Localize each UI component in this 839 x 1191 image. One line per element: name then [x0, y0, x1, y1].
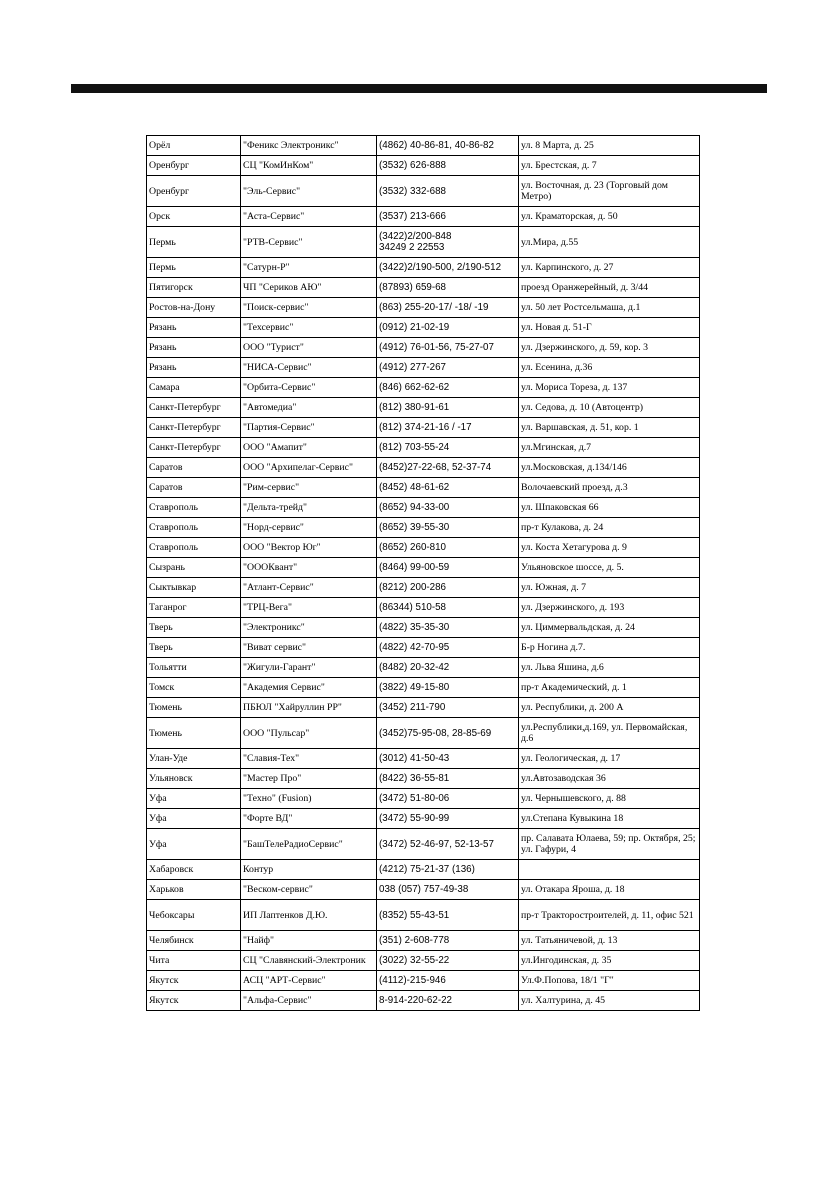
phone-cell: (8352) 55-43-51: [377, 900, 519, 931]
city-cell: Ставрополь: [147, 498, 241, 518]
table-row: [147, 378, 700, 398]
city-cell: Ростов-на-Дону: [147, 298, 241, 318]
company-cell: "Веском-сервис": [241, 880, 377, 900]
table-row: [147, 136, 700, 156]
city-cell: Сыктывкар: [147, 578, 241, 598]
city-cell: Хабаровск: [147, 860, 241, 880]
phone-cell: (812) 374-21-16 / -17: [377, 418, 519, 438]
city-cell: Рязань: [147, 318, 241, 338]
table-row: [147, 438, 700, 458]
address-cell: ул.Мира, д.55: [519, 227, 700, 258]
city-cell: Якутск: [147, 971, 241, 991]
phone-cell: (3022) 32-55-22: [377, 951, 519, 971]
company-cell: "Сатурн-Р": [241, 258, 377, 278]
company-cell: "Электроникс": [241, 618, 377, 638]
address-cell: ул.Автозаводская 36: [519, 769, 700, 789]
company-cell: "ОООКвант": [241, 558, 377, 578]
table-row: [147, 789, 700, 809]
phone-cell: (846) 662-62-62: [377, 378, 519, 398]
table-row: [147, 860, 700, 880]
phone-cell: (8464) 99-00-59: [377, 558, 519, 578]
table-row: [147, 227, 700, 258]
table-row: [147, 749, 700, 769]
address-cell: ул. Шпаковская 66: [519, 498, 700, 518]
address-cell: ул. Татьяничевой, д. 13: [519, 931, 700, 951]
address-cell: ул.Ингодинская, д. 35: [519, 951, 700, 971]
city-cell: Сызрань: [147, 558, 241, 578]
address-cell: ул. Льва Яшина, д.6: [519, 658, 700, 678]
address-cell: ул. 50 лет Ростсельмаша, д.1: [519, 298, 700, 318]
table-row: [147, 358, 700, 378]
address-cell: ул. Варшавская, д. 51, кор. 1: [519, 418, 700, 438]
company-cell: "Норд-сервис": [241, 518, 377, 538]
address-cell: ул. Халтурина, д. 45: [519, 991, 700, 1011]
address-cell: пр-т Кулакова, д. 24: [519, 518, 700, 538]
address-cell: Волочаевский проезд, д.3: [519, 478, 700, 498]
city-cell: Рязань: [147, 358, 241, 378]
company-cell: ЧП "Сериков АЮ": [241, 278, 377, 298]
phone-cell: (3422)2/190-500, 2/190-512: [377, 258, 519, 278]
phone-cell: (3532) 332-688: [377, 176, 519, 207]
city-cell: Санкт-Петербург: [147, 398, 241, 418]
company-cell: "Автомедиа": [241, 398, 377, 418]
company-cell: СЦ "КомИнКом": [241, 156, 377, 176]
phone-cell: 038 (057) 757-49-38: [377, 880, 519, 900]
table-row: [147, 769, 700, 789]
table-row: [147, 418, 700, 438]
company-cell: "ТРЦ-Вега": [241, 598, 377, 618]
city-cell: Ульяновск: [147, 769, 241, 789]
city-cell: Чита: [147, 951, 241, 971]
table-row: [147, 618, 700, 638]
city-cell: Тюмень: [147, 718, 241, 749]
company-cell: "БашТелеРадиоСервис": [241, 829, 377, 860]
company-cell: "Мастер Про": [241, 769, 377, 789]
address-cell: ул. Коста Хетагурова д. 9: [519, 538, 700, 558]
table-row: [147, 538, 700, 558]
company-cell: "РТВ-Сервис": [241, 227, 377, 258]
company-cell: "Рим-сервис": [241, 478, 377, 498]
address-cell: Ул.Ф.Попова, 18/1 "Г": [519, 971, 700, 991]
company-cell: АСЦ "АРТ-Сервис": [241, 971, 377, 991]
address-cell: ул. Циммервальдская, д. 24: [519, 618, 700, 638]
company-cell: ООО "Пульсар": [241, 718, 377, 749]
phone-cell: (8212) 200-286: [377, 578, 519, 598]
city-cell: Уфа: [147, 789, 241, 809]
address-cell: ул.Республики,д.169, ул. Первомайская, д.6: [519, 718, 700, 749]
address-cell: ул. Карпинского, д. 27: [519, 258, 700, 278]
address-cell: ул. Южная, д. 7: [519, 578, 700, 598]
address-cell: ул.Мгинская, д.7: [519, 438, 700, 458]
company-cell: "Академия Сервис": [241, 678, 377, 698]
table-row: [147, 900, 700, 931]
phone-cell: (3472) 51-80-06: [377, 789, 519, 809]
address-cell: Ульяновское шоссе, д. 5.: [519, 558, 700, 578]
company-cell: ООО "Амапит": [241, 438, 377, 458]
header-rule: [71, 84, 767, 93]
company-cell: "Орбита-Сервис": [241, 378, 377, 398]
company-cell: ООО "Вектор Юг": [241, 538, 377, 558]
company-cell: "Феникс Электроникс": [241, 136, 377, 156]
table-row: [147, 338, 700, 358]
phone-cell: (8482) 20-32-42: [377, 658, 519, 678]
table-row: [147, 598, 700, 618]
company-cell: "Найф": [241, 931, 377, 951]
city-cell: Чебоксары: [147, 900, 241, 931]
address-cell: ул.Московская, д.134/146: [519, 458, 700, 478]
address-cell: Б-р Ногина д.7.: [519, 638, 700, 658]
address-cell: [519, 860, 700, 880]
address-cell: ул. Мориса Тореза, д. 137: [519, 378, 700, 398]
city-cell: Санкт-Петербург: [147, 418, 241, 438]
phone-cell: (8452) 48-61-62: [377, 478, 519, 498]
city-cell: Ставрополь: [147, 538, 241, 558]
company-cell: ООО "Турист": [241, 338, 377, 358]
address-cell: ул. Краматорская, д. 50: [519, 207, 700, 227]
address-cell: ул. Дзержинского, д. 193: [519, 598, 700, 618]
city-cell: Орск: [147, 207, 241, 227]
phone-cell: (87893) 659-68: [377, 278, 519, 298]
address-cell: ул. Восточная, д. 23 (Торговый дом Метро): [519, 176, 700, 207]
company-cell: "НИСА-Сервис": [241, 358, 377, 378]
phone-cell: (3822) 49-15-80: [377, 678, 519, 698]
city-cell: Рязань: [147, 338, 241, 358]
phone-cell: (3452) 211-790: [377, 698, 519, 718]
company-cell: ПБЮЛ "Хайруллин РР": [241, 698, 377, 718]
table-row: [147, 698, 700, 718]
city-cell: Уфа: [147, 829, 241, 860]
city-cell: Пермь: [147, 227, 241, 258]
phone-cell: (4862) 40-86-81, 40-86-82: [377, 136, 519, 156]
address-cell: ул. Есенина, д.36: [519, 358, 700, 378]
city-cell: Саратов: [147, 478, 241, 498]
table-row: [147, 478, 700, 498]
phone-cell: (4912) 277-267: [377, 358, 519, 378]
phone-cell: (4212) 75-21-37 (136): [377, 860, 519, 880]
city-cell: Челябинск: [147, 931, 241, 951]
address-cell: пр. Салавата Юлаева, 59; пр. Октября, 25; ул. Гафури, 4: [519, 829, 700, 860]
address-cell: пр-т Тракторостроителей, д. 11, офис 521: [519, 900, 700, 931]
address-cell: ул. Чернышевского, д. 88: [519, 789, 700, 809]
phone-cell: (4912) 76-01-56, 75-27-07: [377, 338, 519, 358]
city-cell: Харьков: [147, 880, 241, 900]
city-cell: Якутск: [147, 991, 241, 1011]
company-cell: "Поиск-сервис": [241, 298, 377, 318]
table-row: [147, 207, 700, 227]
city-cell: Тверь: [147, 638, 241, 658]
phone-cell: (351) 2-608-778: [377, 931, 519, 951]
phone-cell: (3422)2/200-848 34249 2 22553: [377, 227, 519, 258]
table-row: [147, 558, 700, 578]
phone-cell: (812) 703-55-24: [377, 438, 519, 458]
company-cell: "Дельта-трейд": [241, 498, 377, 518]
phone-cell: (3532) 626-888: [377, 156, 519, 176]
city-cell: Оренбург: [147, 176, 241, 207]
table-row: [147, 458, 700, 478]
company-cell: ИП Лаптенков Д.Ю.: [241, 900, 377, 931]
phone-cell: (4112)-215-946: [377, 971, 519, 991]
company-cell: "Аста-Сервис": [241, 207, 377, 227]
company-cell: СЦ "Славянский-Электроник: [241, 951, 377, 971]
phone-cell: (3452)75-95-08, 28-85-69: [377, 718, 519, 749]
table-row: [147, 156, 700, 176]
table-row: [147, 318, 700, 338]
city-cell: Саратов: [147, 458, 241, 478]
table-row: [147, 658, 700, 678]
phone-cell: (863) 255-20-17/ -18/ -19: [377, 298, 519, 318]
company-cell: "Техно" (Fusion): [241, 789, 377, 809]
company-cell: "Форте ВД": [241, 809, 377, 829]
phone-cell: (812) 380-91-61: [377, 398, 519, 418]
table-row: [147, 578, 700, 598]
table-row: [147, 498, 700, 518]
table-row: [147, 829, 700, 860]
table-row: [147, 809, 700, 829]
company-cell: "Атлант-Сервис": [241, 578, 377, 598]
city-cell: Томск: [147, 678, 241, 698]
table-row: [147, 278, 700, 298]
address-cell: ул.Степана Кувыкина 18: [519, 809, 700, 829]
city-cell: Пятигорск: [147, 278, 241, 298]
table-row: [147, 880, 700, 900]
phone-cell: (4822) 42-70-95: [377, 638, 519, 658]
address-cell: ул. Отакара Яроша, д. 18: [519, 880, 700, 900]
table-row: [147, 176, 700, 207]
service-centers-table: [146, 135, 700, 1011]
table-row: [147, 298, 700, 318]
city-cell: Самара: [147, 378, 241, 398]
phone-cell: (3537) 213-666: [377, 207, 519, 227]
city-cell: Орёл: [147, 136, 241, 156]
city-cell: Уфа: [147, 809, 241, 829]
city-cell: Тольятти: [147, 658, 241, 678]
phone-cell: (3472) 52-46-97, 52-13-57: [377, 829, 519, 860]
address-cell: пр-т Академический, д. 1: [519, 678, 700, 698]
company-cell: "Славия-Тех": [241, 749, 377, 769]
company-cell: "Виват сервис": [241, 638, 377, 658]
table-row: [147, 398, 700, 418]
phone-cell: (8452)27-22-68, 52-37-74: [377, 458, 519, 478]
address-cell: ул. 8 Марта, д. 25: [519, 136, 700, 156]
address-cell: ул. Брестская, д. 7: [519, 156, 700, 176]
phone-cell: (86344) 510-58: [377, 598, 519, 618]
address-cell: ул. Дзержинского, д. 59, кор. 3: [519, 338, 700, 358]
company-cell: ООО "Архипелаг-Сервис": [241, 458, 377, 478]
company-cell: "Эль-Сервис": [241, 176, 377, 207]
table-row: [147, 951, 700, 971]
phone-cell: (8652) 94-33-00: [377, 498, 519, 518]
company-cell: Контур: [241, 860, 377, 880]
company-cell: "Жигули-Гарант": [241, 658, 377, 678]
city-cell: Оренбург: [147, 156, 241, 176]
company-cell: "Техсервис": [241, 318, 377, 338]
phone-cell: (4822) 35-35-30: [377, 618, 519, 638]
address-cell: ул. Геологическая, д. 17: [519, 749, 700, 769]
table-row: [147, 678, 700, 698]
address-cell: ул. Новая д. 51-Г: [519, 318, 700, 338]
phone-cell: (8652) 39-55-30: [377, 518, 519, 538]
company-cell: "Альфа-Сервис": [241, 991, 377, 1011]
table-row: [147, 991, 700, 1011]
phone-cell: (3012) 41-50-43: [377, 749, 519, 769]
phone-cell: (3472) 55-90-99: [377, 809, 519, 829]
table-row: [147, 718, 700, 749]
table-row: [147, 258, 700, 278]
company-cell: "Партия-Сервис": [241, 418, 377, 438]
table-row: [147, 518, 700, 538]
phone-cell: 8-914-220-62-22: [377, 991, 519, 1011]
city-cell: Таганрог: [147, 598, 241, 618]
city-cell: Санкт-Петербург: [147, 438, 241, 458]
table-row: [147, 971, 700, 991]
phone-cell: (8652) 260-810: [377, 538, 519, 558]
city-cell: Тверь: [147, 618, 241, 638]
address-cell: ул. Республики, д. 200 А: [519, 698, 700, 718]
phone-cell: (0912) 21-02-19: [377, 318, 519, 338]
city-cell: Тюмень: [147, 698, 241, 718]
address-cell: проезд Оранжерейный, д. 3/44: [519, 278, 700, 298]
address-cell: ул. Седова, д. 10 (Автоцентр): [519, 398, 700, 418]
city-cell: Ставрополь: [147, 518, 241, 538]
city-cell: Пермь: [147, 258, 241, 278]
table-row: [147, 931, 700, 951]
city-cell: Улан-Уде: [147, 749, 241, 769]
table-row: [147, 638, 700, 658]
phone-cell: (8422) 36-55-81: [377, 769, 519, 789]
